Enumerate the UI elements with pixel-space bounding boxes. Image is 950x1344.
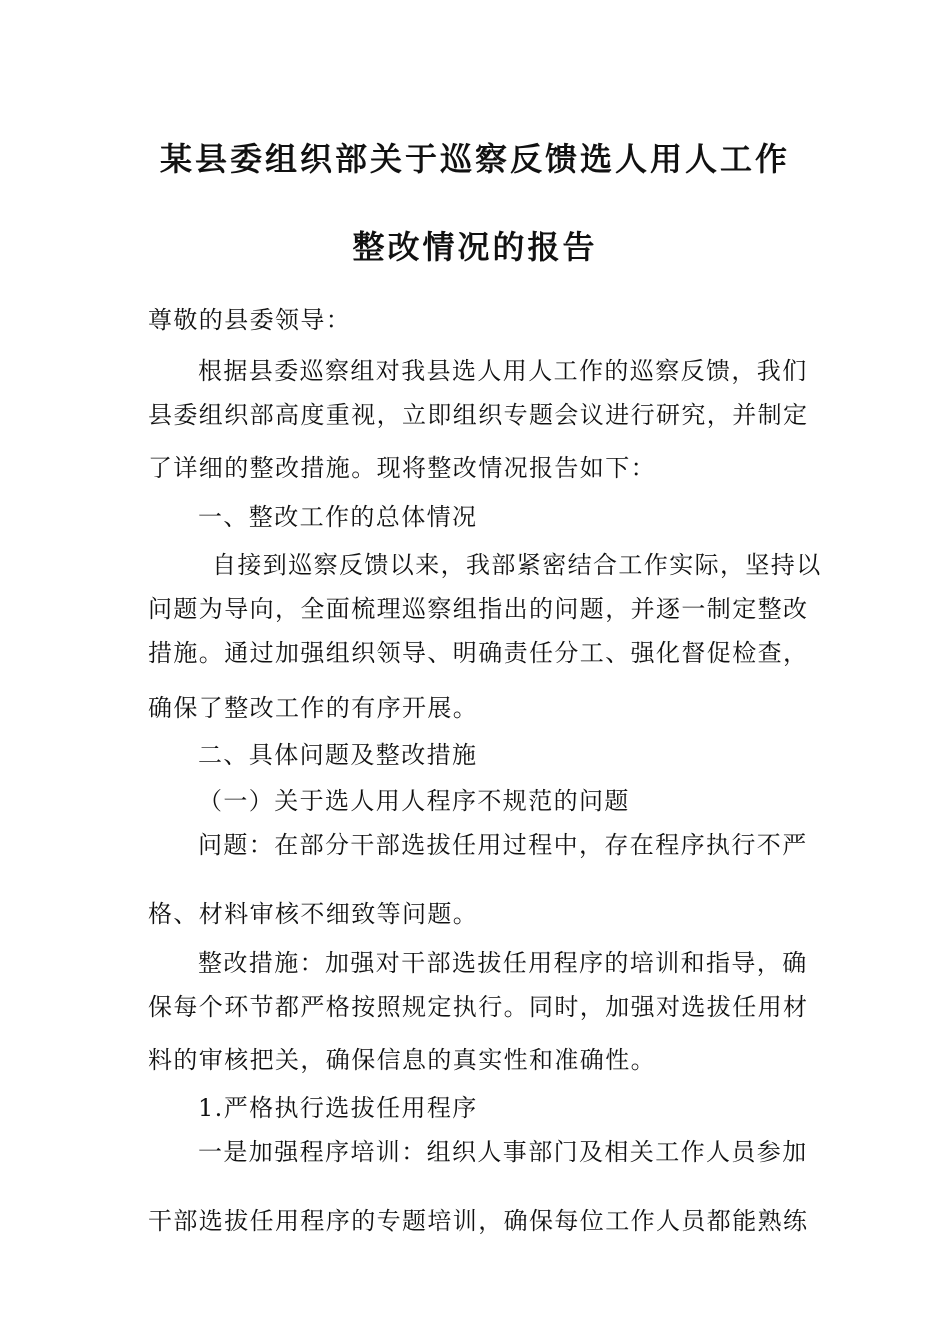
subsection-heading: （一）关于选人用人程序不规范的问题: [198, 787, 630, 815]
paragraph-line: 了详细的整改措施。现将整改情况报告如下：: [148, 454, 656, 482]
paragraph-line: 一是加强程序培训：组织人事部门及相关工作人员参加: [198, 1138, 808, 1166]
paragraph-line: 干部选拔任用程序的专题培训，确保每位工作人员都能熟练: [148, 1207, 809, 1235]
paragraph-line: 确保了整改工作的有序开展。: [148, 694, 479, 722]
paragraph-line: 料的审核把关，确保信息的真实性和准确性。: [148, 1046, 656, 1074]
paragraph-line: 整改措施：加强对干部选拔任用程序的培训和指导，确: [198, 949, 808, 977]
paragraph-line: 自接到巡察反馈以来，我部紧密结合工作实际，坚持以: [212, 551, 822, 579]
paragraph-line: 措施。通过加强组织领导、明确责任分工、强化督促检查，: [148, 639, 809, 667]
paragraph-line: 问题：在部分干部选拔任用过程中，存在程序执行不严: [198, 831, 808, 859]
paragraph-line: 根据县委巡察组对我县选人用人工作的巡察反馈，我们: [198, 357, 808, 385]
salutation: 尊敬的县委领导：: [148, 306, 352, 334]
paragraph-line: 问题为导向，全面梳理巡察组指出的问题，并逐一制定整改: [148, 595, 809, 623]
document-title-line-1: 某县委组织部关于巡察反馈选人用人工作: [159, 140, 790, 178]
paragraph-line: 格、材料审核不细致等问题。: [148, 900, 479, 928]
section-heading: 二、具体问题及整改措施: [198, 741, 478, 769]
paragraph-line: 保每个环节都严格按照规定执行。同时，加强对选拔任用材: [148, 993, 809, 1021]
paragraph-line: 县委组织部高度重视，立即组织专题会议进行研究，并制定: [148, 401, 809, 429]
document-title-line-2: 整改情况的报告: [352, 228, 598, 266]
section-heading: 一、整改工作的总体情况: [198, 503, 478, 531]
numbered-heading: 1.严格执行选拔任用程序: [198, 1094, 478, 1122]
